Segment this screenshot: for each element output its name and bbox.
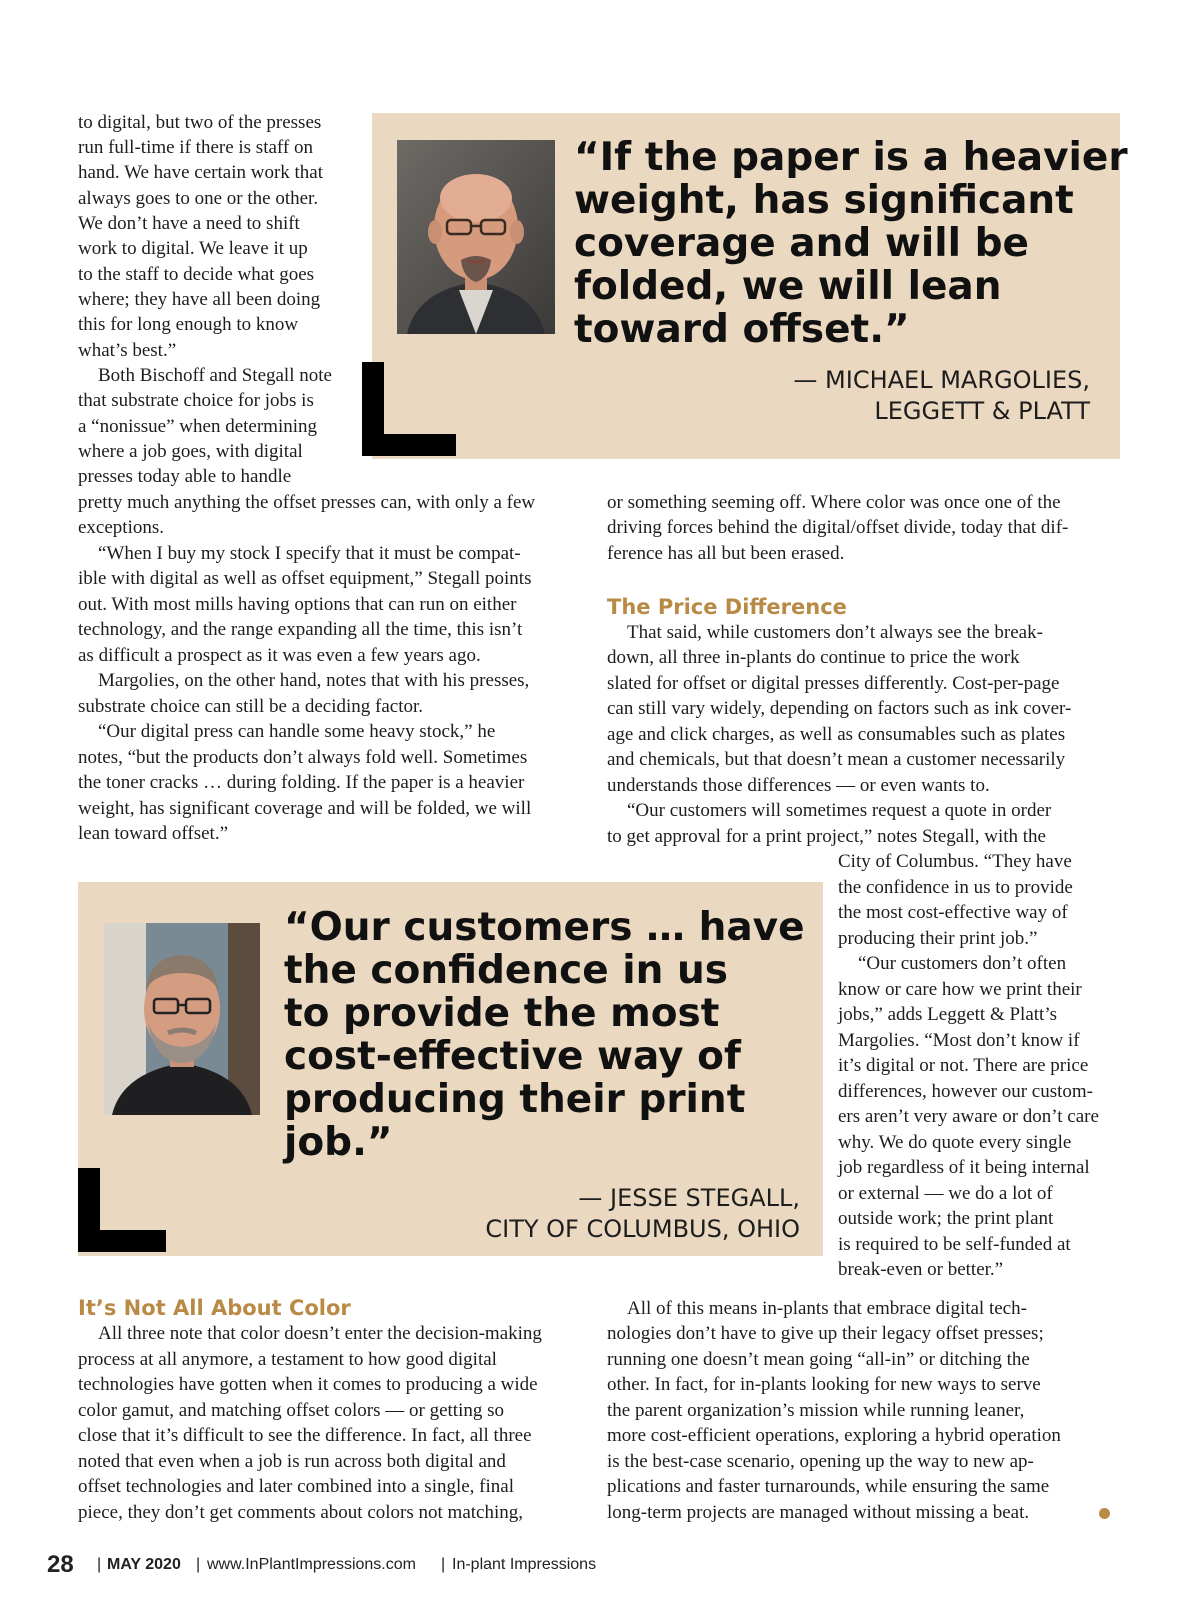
footer-separator: | <box>97 1556 102 1573</box>
body-line: it’s digital or not. There are price <box>838 1055 1089 1076</box>
page-number: 28 <box>47 1551 74 1578</box>
quote1-attribution: LEGGETT & PLATT <box>874 397 1090 425</box>
quote1-line: folded, we will lean <box>574 264 1002 309</box>
body-line: why. We do quote every single <box>838 1132 1072 1153</box>
body-line: know or care how we print their <box>838 979 1082 1000</box>
body-line: out. With most mills having options that can run on either <box>78 594 517 615</box>
body-line: differences, however our custom- <box>838 1081 1093 1102</box>
body-line: exceptions. <box>78 517 165 538</box>
body-line: more cost-efficient operations, exploring a hybrid operation <box>607 1425 1061 1446</box>
quote1-attribution: — MICHAEL MARGOLIES, <box>793 366 1090 394</box>
body-line: that substrate choice for jobs is <box>78 390 314 411</box>
quote2-line: job.” <box>284 1120 393 1165</box>
body-line: age and click charges, as well as consumables such as plates <box>607 724 1066 745</box>
body-line: All of this means in-plants that embrace digital tech- <box>627 1298 1027 1319</box>
body-line: the most cost-effective way of <box>838 902 1068 923</box>
body-line: color gamut, and matching offset colors — or getting so <box>78 1400 505 1421</box>
quote-bracket-horizontal <box>78 1230 166 1252</box>
quote1-line: coverage and will be <box>574 221 1029 266</box>
body-line: process at all anymore, a testament to how good digital <box>78 1349 497 1370</box>
body-line: work to digital. We leave it up <box>78 238 308 259</box>
body-line: running one doesn’t mean going “all-in” or ditching the <box>607 1349 1030 1370</box>
quote2-line: “Our customers … have <box>284 905 805 950</box>
body-line: “Our digital press can handle some heavy stock,” he <box>98 721 496 742</box>
body-line: slated for offset or digital presses differently. Cost-per-page <box>607 673 1060 694</box>
body-line: to the staff to decide what goes <box>78 264 315 285</box>
body-line: outside work; the print plant <box>838 1208 1054 1229</box>
body-line: understands those differences — or even wants to. <box>607 775 990 796</box>
body-line: lean toward offset.” <box>78 823 229 844</box>
subhead-price: The Price Difference <box>607 595 847 619</box>
end-of-article-dot-icon <box>1099 1508 1110 1519</box>
quote2-line: cost-effective way of <box>284 1034 741 1079</box>
body-line: notes, “but the products don’t always fold well. Sometimes <box>78 747 528 768</box>
body-line: is the best-case scenario, opening up the way to new ap- <box>607 1451 1034 1472</box>
quote2-attribution: CITY OF COLUMBUS, OHIO <box>485 1215 800 1243</box>
body-line: the toner cracks … during folding. If the paper is a heavier <box>78 772 525 793</box>
footer-separator: | <box>441 1556 446 1573</box>
quote2-line: producing their print <box>284 1077 746 1122</box>
body-line: substrate choice can still be a deciding factor. <box>78 696 424 717</box>
body-line: as difficult a prospect as it was even a few years ago. <box>78 645 481 666</box>
body-line: “Our customers don’t often <box>858 953 1067 974</box>
body-line: driving forces behind the digital/offset divide, today that dif- <box>607 517 1069 538</box>
quote1-line: “If the paper is a heavier <box>574 135 1128 180</box>
body-line: piece, they don’t get comments about colors not matching, <box>78 1502 523 1523</box>
body-line: ers aren’t very aware or don’t care <box>838 1106 1099 1127</box>
quote2-line: to provide the most <box>284 991 720 1036</box>
body-line: to get approval for a print project,” notes Stegall, with the <box>607 826 1046 847</box>
body-line: where a job goes, with digital <box>78 441 303 462</box>
quote1-line: weight, has significant <box>574 178 1074 223</box>
body-line: to digital, but two of the presses <box>78 112 322 133</box>
body-line: other. In fact, for in-plants looking for new ways to serve <box>607 1374 1041 1395</box>
quote-bracket-horizontal <box>362 434 456 456</box>
photo-jesse-stegall <box>104 923 260 1115</box>
footer-issue: MAY 2020 <box>107 1556 181 1573</box>
body-line: down, all three in-plants do continue to price the work <box>607 647 1020 668</box>
body-line: a “nonissue” when determining <box>78 416 318 437</box>
body-line: presses today able to handle <box>78 466 292 487</box>
subhead-color: It’s Not All About Color <box>78 1296 351 1320</box>
body-line: is required to be self-funded at <box>838 1234 1071 1255</box>
body-line: ible with digital as well as offset equipment,” Stegall points <box>78 568 532 589</box>
body-line: this for long enough to know <box>78 314 299 335</box>
body-line: close that it’s difficult to see the difference. In fact, all three <box>78 1425 532 1446</box>
body-line: producing their print job.” <box>838 928 1038 949</box>
body-line: nologies don’t have to give up their legacy offset presses; <box>607 1323 1044 1344</box>
body-line: always goes to one or the other. <box>78 188 319 209</box>
body-line: the confidence in us to provide <box>838 877 1073 898</box>
body-line: Margolies. “Most don’t know if <box>838 1030 1080 1051</box>
body-line: “Our customers will sometimes request a quote in order <box>627 800 1052 821</box>
body-line: noted that even when a job is run across both digital and <box>78 1451 506 1472</box>
footer-website: www.InPlantImpressions.com <box>207 1556 416 1573</box>
body-line: Both Bischoff and Stegall note <box>98 365 332 386</box>
body-line: plications and faster turnarounds, while ensuring the same <box>607 1476 1050 1497</box>
body-line: That said, while customers don’t always see the break- <box>627 622 1043 643</box>
body-line: jobs,” adds Leggett & Platt’s <box>838 1004 1058 1025</box>
body-line: or external — we do a lot of <box>838 1183 1053 1204</box>
body-line: long-term projects are managed without missing a beat. <box>607 1502 1030 1523</box>
body-line: and chemicals, but that doesn’t mean a customer necessarily <box>607 749 1066 770</box>
body-line: can still vary widely, depending on factors such as ink cover- <box>607 698 1072 719</box>
quote2-attribution: — JESSE STEGALL, <box>578 1184 800 1212</box>
body-line: or something seeming off. Where color was once one of the <box>607 492 1061 513</box>
body-line: We don’t have a need to shift <box>78 213 300 234</box>
body-line: break-even or better.” <box>838 1259 1004 1280</box>
body-line: All three note that color doesn’t enter the decision-making <box>98 1323 542 1344</box>
body-line: hand. We have certain work that <box>78 162 324 183</box>
body-line: the parent organization’s mission while running leaner, <box>607 1400 1025 1421</box>
body-line: technologies have gotten when it comes to producing a wide <box>78 1374 538 1395</box>
body-line: weight, has significant coverage and will be folded, we will <box>78 798 532 819</box>
body-line: what’s best.” <box>78 340 177 361</box>
body-line: job regardless of it being internal <box>838 1157 1090 1178</box>
body-line: offset technologies and later combined into a single, final <box>78 1476 514 1497</box>
quote2-line: the confidence in us <box>284 948 728 993</box>
body-line: Margolies, on the other hand, notes that with his presses, <box>98 670 530 691</box>
footer-separator: | <box>196 1556 201 1573</box>
body-line: where; they have all been doing <box>78 289 321 310</box>
body-line: run full-time if there is staff on <box>78 137 313 158</box>
body-line: pretty much anything the offset presses can, with only a few <box>78 492 536 513</box>
quote1-line: toward offset.” <box>574 307 910 352</box>
body-line: ference has all but been erased. <box>607 543 845 564</box>
footer-publication: In-plant Impressions <box>452 1556 597 1573</box>
body-line: “When I buy my stock I specify that it must be compat- <box>98 543 521 564</box>
body-line: technology, and the range expanding all the time, this isn’t <box>78 619 523 640</box>
body-line: City of Columbus. “They have <box>838 851 1072 872</box>
photo-michael-margolies <box>397 140 555 334</box>
